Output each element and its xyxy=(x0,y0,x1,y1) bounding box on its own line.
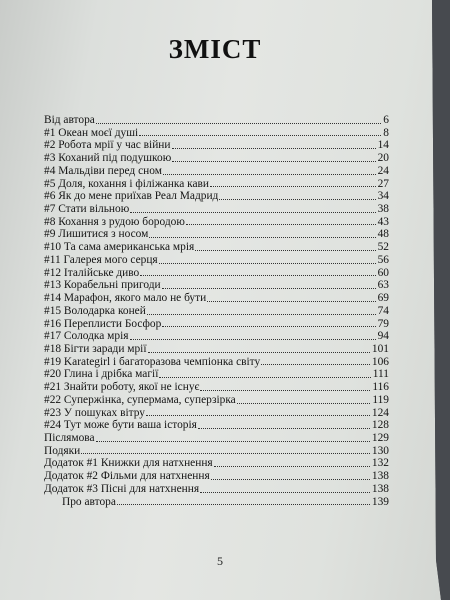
entry-title: #4 Мальдіви перед сном xyxy=(44,164,162,177)
entry-title: #10 Та сама американська мрія xyxy=(44,241,195,254)
dot-leader xyxy=(172,160,375,162)
entry-title: #24 Тут може бути ваша історія xyxy=(44,419,197,432)
entry-title: Додаток #3 Пісні для натхнення xyxy=(44,482,200,495)
entry-title: #15 Володарка коней xyxy=(44,304,146,317)
dot-leader xyxy=(159,262,376,264)
entry-title: #19 Karategirl і багаторазова чемпіонка світу xyxy=(44,355,261,368)
entry-page-number: 48 xyxy=(377,228,389,241)
entry-page-number: 69 xyxy=(377,292,389,305)
list-item xyxy=(44,368,389,381)
dot-leader xyxy=(149,236,375,238)
entry-page-number: 116 xyxy=(372,381,389,394)
list-item xyxy=(44,381,389,394)
dot-leader xyxy=(207,300,375,302)
dot-leader xyxy=(219,198,375,200)
entry-title: #11 Галерея мого серця xyxy=(44,253,158,266)
dot-leader xyxy=(198,427,370,429)
entry-page-number: 52 xyxy=(377,241,389,254)
entry-title: #22 Супержінка, супермама, суперзірка xyxy=(44,393,236,406)
entry-page-number: 38 xyxy=(377,203,389,216)
list-item xyxy=(44,496,389,509)
list-item xyxy=(44,356,389,369)
dot-leader xyxy=(163,173,376,175)
entry-page-number: 138 xyxy=(371,470,389,483)
entry-title: #5 Доля, кохання і філіжанка кави xyxy=(44,177,210,190)
list-item xyxy=(44,216,389,229)
entry-title: Від автора xyxy=(44,114,95,126)
dot-leader xyxy=(96,122,381,124)
dot-leader xyxy=(130,338,376,340)
entry-page-number: 74 xyxy=(377,304,389,317)
list-item xyxy=(44,241,389,254)
entry-page-number: 14 xyxy=(377,139,389,152)
list-item xyxy=(44,190,389,203)
list-item xyxy=(44,445,389,458)
dot-leader xyxy=(81,452,370,454)
list-item xyxy=(44,114,389,127)
entry-page-number: 106 xyxy=(371,355,389,368)
dot-leader xyxy=(195,249,375,251)
entry-page-number: 124 xyxy=(371,406,389,419)
list-item xyxy=(44,178,389,191)
dot-leader xyxy=(148,351,370,353)
entry-title: #3 Коханий під подушкою xyxy=(44,152,172,165)
list-item xyxy=(44,279,389,292)
list-item xyxy=(44,343,389,356)
list-item xyxy=(44,407,389,420)
entry-page-number: 130 xyxy=(371,444,389,457)
entry-title: #21 Знайти роботу, якої не існує xyxy=(44,381,200,394)
page-number: 5 xyxy=(217,554,223,568)
dot-leader xyxy=(211,478,370,480)
list-item xyxy=(44,419,389,432)
dot-leader xyxy=(146,414,370,416)
entry-title: Додаток #1 Книжки для натхнення xyxy=(44,457,213,470)
entry-title: #20 Глина і дрібка магії xyxy=(44,368,159,381)
entry-page-number: 60 xyxy=(377,266,389,279)
entry-title: #12 Італійське диво xyxy=(44,266,140,279)
dot-leader xyxy=(147,313,376,315)
list-item xyxy=(44,457,389,470)
list-item xyxy=(44,152,389,165)
entry-page-number: 119 xyxy=(372,393,389,406)
dot-leader xyxy=(200,389,370,391)
list-item xyxy=(44,254,389,267)
list-item xyxy=(44,139,389,152)
entry-title: #8 Кохання з рудою бородою xyxy=(44,215,185,228)
entry-title: #23 У пошуках вітру xyxy=(44,406,145,419)
entry-page-number: 79 xyxy=(377,317,389,330)
dot-leader xyxy=(117,503,370,505)
entry-title: Подяки xyxy=(44,444,81,457)
list-item xyxy=(44,127,389,140)
entry-page-number: 132 xyxy=(371,457,389,470)
dot-leader xyxy=(261,363,370,365)
page-title: ЗМІСТ xyxy=(168,34,262,64)
entry-page-number: 27 xyxy=(377,177,389,190)
entry-title: Післямова xyxy=(44,431,95,444)
dot-leader xyxy=(159,376,370,378)
entry-page-number: 101 xyxy=(371,342,389,355)
entry-page-number: 8 xyxy=(383,126,389,139)
entry-page-number: 56 xyxy=(377,253,389,266)
entry-page-number: 129 xyxy=(371,431,389,444)
list-item xyxy=(44,267,389,280)
list-item xyxy=(44,318,389,331)
entry-page-number: 34 xyxy=(377,190,389,203)
entry-title: #16 Переплисти Босфор xyxy=(44,317,162,330)
entry-title: Про автора xyxy=(62,495,116,508)
entry-page-number: 138 xyxy=(371,482,389,495)
list-item xyxy=(44,165,389,178)
entry-page-number: 139 xyxy=(371,495,389,508)
list-item xyxy=(44,292,389,305)
entry-page-number: 128 xyxy=(371,419,389,432)
dot-leader xyxy=(210,185,376,187)
entry-page-number: 43 xyxy=(377,215,389,228)
entry-title: #7 Стати вільною xyxy=(44,203,130,216)
table-of-contents xyxy=(44,114,389,508)
dot-leader xyxy=(96,440,370,442)
dot-leader xyxy=(214,465,370,467)
entry-title: Додаток #2 Фільми для натхнення xyxy=(44,470,210,483)
dot-leader xyxy=(140,274,375,276)
list-item xyxy=(44,330,389,343)
entry-page-number: 63 xyxy=(377,279,389,292)
entry-title: #2 Робота мрії у час війни xyxy=(44,139,171,152)
list-item xyxy=(44,228,389,241)
entry-title: #1 Океан моєї душі xyxy=(44,126,139,139)
entry-title: #6 Як до мене приїхав Реал Мадрид xyxy=(44,190,219,203)
list-item xyxy=(44,470,389,483)
entry-title: #9 Лишитися з носом xyxy=(44,228,149,241)
entry-title: #14 Марафон, якого мало не бути xyxy=(44,292,207,305)
list-item xyxy=(44,203,389,216)
entry-title: #13 Корабельні пригоди xyxy=(44,279,161,292)
entry-page-number: 111 xyxy=(372,368,389,381)
list-item xyxy=(44,483,389,496)
entry-page-number: 20 xyxy=(377,152,389,165)
entry-page-number: 6 xyxy=(383,114,389,126)
list-item xyxy=(44,432,389,445)
dot-leader xyxy=(162,325,375,327)
dot-leader xyxy=(130,211,375,213)
entry-page-number: 94 xyxy=(377,330,389,343)
dot-leader xyxy=(162,287,376,289)
dot-leader xyxy=(200,491,370,493)
list-item xyxy=(44,394,389,407)
entry-title: #17 Солодка мрія xyxy=(44,330,129,343)
dot-leader xyxy=(237,402,371,404)
dot-leader xyxy=(139,134,381,136)
dot-leader xyxy=(186,223,376,225)
entry-page-number: 24 xyxy=(377,164,389,177)
entry-title: #18 Бігти заради мрії xyxy=(44,342,147,355)
dot-leader xyxy=(172,147,376,149)
list-item xyxy=(44,305,389,318)
